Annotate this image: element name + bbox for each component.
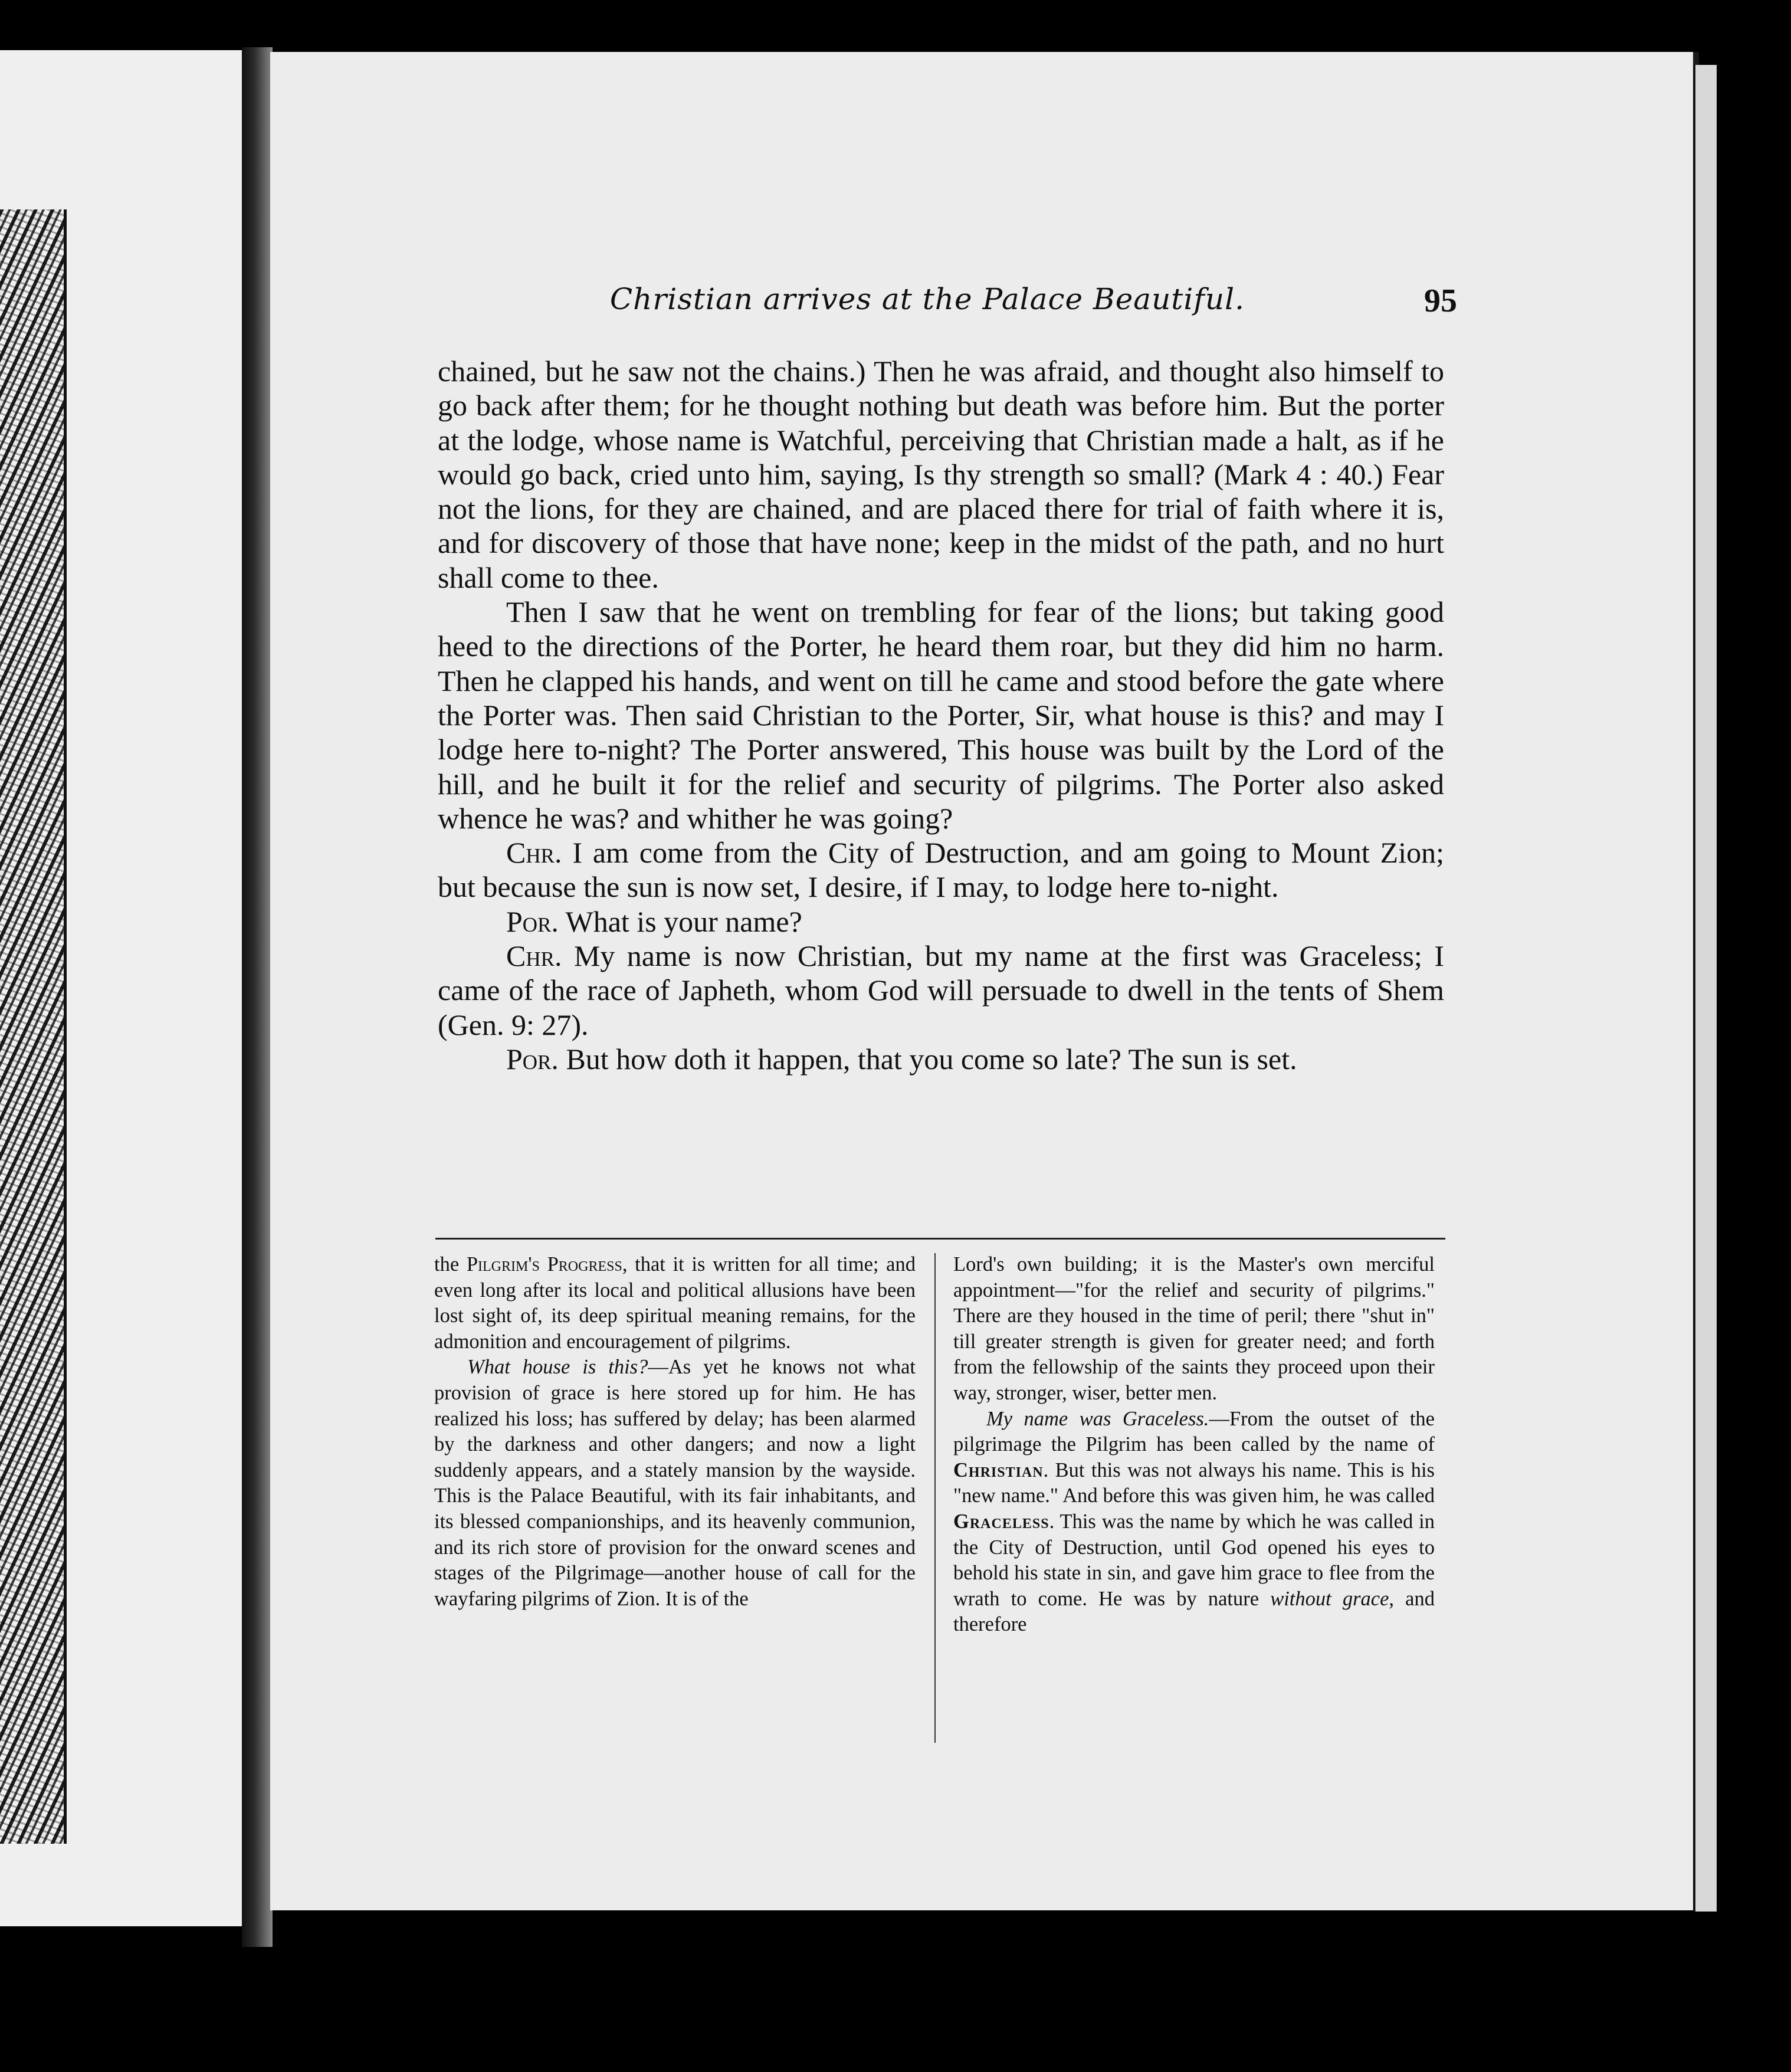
dialogue-chr-2 (438, 939, 1444, 1042)
speaker-label: Chr. (506, 836, 562, 870)
book-gutter (242, 47, 273, 1947)
note-text: . But this was not always his name. This is his "new name." And before this was given him, he was called (953, 1458, 1435, 1507)
dialogue-text: But how doth it happen, that you come so late? The sun is set. (558, 1042, 1297, 1076)
notes-rule (435, 1238, 1445, 1240)
woodcut-illustration (0, 209, 67, 1844)
dialogue-chr-1 (438, 835, 1444, 904)
main-text (438, 354, 1444, 1076)
note-left-2 (434, 1355, 916, 1612)
book-title: Pilgrim's Progress (466, 1253, 622, 1276)
note-text: —As yet he knows not what provision of grace is here stored up for him. He has realized his loss; has suffered by delay; has been alarmed by the darkness and other dangers; and now a light suddenly appears, and a stately mansion by the wayside. This is the Palace Beautiful, with its fair inhabitants, and its blessed companionships, and its heavenly communion, and its rich store of provision for the onward scenes and stages of the Pilgrimage—another house of call for the wayfaring pilgrims of Zion. It is of the (434, 1356, 916, 1610)
note-text: , that it is written for all time; and even long after its local and political allusions have been lost sight of, its deep spiritual meaning remains, for the admonition and encouragement of pilgrims. (434, 1253, 916, 1353)
note-text: , and therefore (953, 1587, 1435, 1636)
name-graceless: Graceless (953, 1510, 1049, 1533)
page-number: 95 (1424, 283, 1457, 319)
dialogue-por-2 (438, 1042, 1444, 1076)
note-right-1: Lord's own building; it is the Master's own merciful appointment—"for the relief and security of pilgrims." There are they housed in the time of peril; there "shut in" till greater strength is given for greater need; and forth from the fellowship of the saints they proceed upon their way, stronger, wiser, better men. (953, 1253, 1435, 1404)
speaker-label: Chr. (506, 939, 562, 973)
dialogue-text: I am come from the City of Destruction, and am going to Mount Zion; but because the sun is now set, I desire, if I may, to lodge here to-night. (438, 836, 1444, 904)
note-left-1 (434, 1252, 916, 1355)
note-text: . This was the name by which he was called in the City of Destruction, until God opened his eyes to behold his state in sin, and gave him grace to flee from the wrath to come. He was by nature (953, 1510, 1435, 1610)
note-lead: What house is this? (467, 1356, 648, 1379)
speaker-label: Por. (506, 904, 559, 938)
note-text: the (434, 1253, 467, 1276)
paragraph-1: chained, but he saw not the chains.) Then he was afraid, and thought also himself to go back after them; for he thought nothing but death was before him. But the porter at the lodge, whose name is Watchful, perceiving that Christian made a halt, as if he would go back, cried unto him, saying, Is thy strength so small? (Mark 4 : 40.) Fear not the lions, for they are chained, and are placed there for trial of faith where it is, and for discovery of those that have none; keep in the midst of the path, and no hurt shall come to thee. (438, 355, 1444, 594)
notes-left-column (434, 1252, 916, 1612)
speaker-label: Por. (506, 1042, 559, 1076)
paragraph-2: Then I saw that he went on trembling for fear of the lions; but taking good heed to the directions of the Porter, he heard them roar, but they did him no harm. Then he clapped his hands, and went on till he came and stood before the gate where the Porter was. Then said Christian to the Porter, Sir, what house is this? and may I lodge here to-night? The Porter answered, This house was built by the Lord of the hill, and he built it for the relief and security of pilgrims. The Porter also asked whence he was? and whither he was going? (438, 595, 1444, 835)
dialogue-text: What is your name? (558, 904, 802, 938)
left-page (0, 50, 245, 1926)
note-emphasis: without grace (1270, 1587, 1389, 1610)
page-edge (1693, 65, 1717, 1912)
dialogue-text: My name is now Christian, but my name at the first was Graceless; I came of the race of Japheth, whom God will persuade to dwell in the tents of Shem (Gen. 9: 27). (438, 939, 1444, 1041)
notes-right-column (953, 1252, 1435, 1638)
note-lead: My name was Graceless. (986, 1407, 1209, 1430)
name-christian: Christian (953, 1458, 1044, 1481)
dialogue-por-1 (438, 904, 1444, 939)
notes-column-divider (934, 1253, 936, 1743)
running-head: Christian arrives at the Palace Beautiful. (609, 282, 1245, 316)
note-text: —From the outset of the pilgrimage the Pilgrim has been called by the name of (953, 1407, 1435, 1456)
note-right-2 (953, 1407, 1435, 1638)
